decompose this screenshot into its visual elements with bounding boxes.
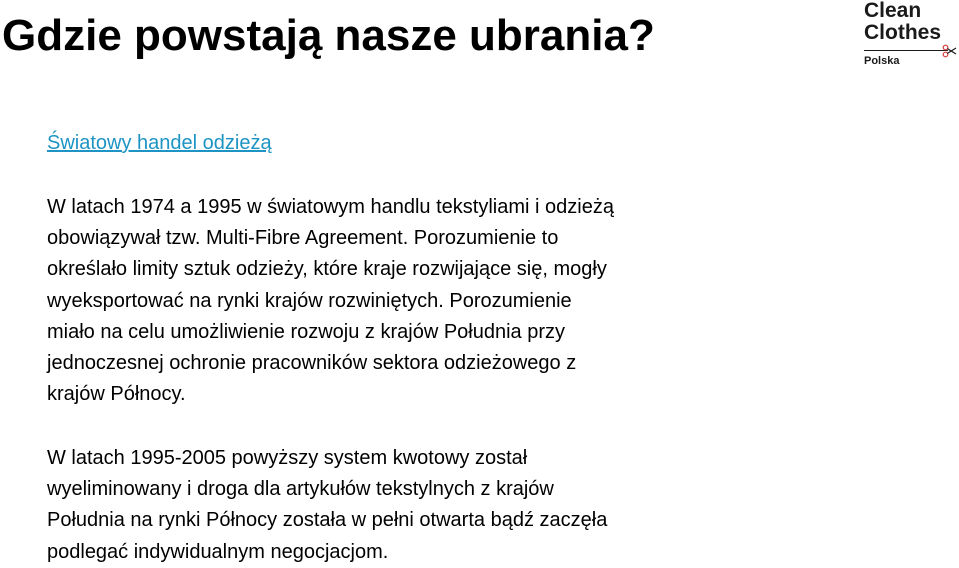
paragraph-line: określało limity sztuk odzieży, które kraje rozwijające się, mogły	[47, 258, 607, 281]
paragraph-line: Południa na rynki Północy została w pełni otwarta bądź zaczęła	[47, 509, 608, 532]
logo-line-clean: Clean	[864, 0, 922, 22]
paragraph-line: wyeliminowany i droga dla artykułów tekstylnych z krajów	[47, 478, 554, 501]
paragraph-quota-elimination	[47, 443, 607, 568]
paragraph-line: krajów Północy.	[47, 383, 186, 406]
paragraph-line: W latach 1974 a 1995 w światowym handlu tekstyliami i odzieżą	[47, 196, 614, 218]
scissors-icon	[942, 44, 957, 58]
logo-divider	[864, 50, 948, 51]
logo-subtitle: Polska	[864, 55, 900, 67]
clean-clothes-logo	[862, 0, 959, 72]
logo-line-clothes: Clothes	[864, 21, 942, 44]
paragraph-line: wyeksportować na rynki krajów rozwiniętych. Porozumienie	[47, 289, 572, 312]
paragraph-line: obowiązywał tzw. Multi-Fibre Agreement. Porozumienie to	[47, 227, 559, 250]
paragraph-line: podlegać indywidualnym negocjacjom.	[47, 540, 389, 563]
section-link-world-clothing-trade[interactable]: Światowy handel odzieżą	[47, 132, 272, 154]
paragraph-line: miało na celu umożliwienie rozwoju z krajów Południa przy	[47, 320, 566, 343]
paragraph-line: W latach 1995-2005 powyższy system kwotowy został	[47, 447, 528, 469]
paragraph-multi-fibre-agreement	[47, 192, 614, 410]
paragraph-line: jednoczesnej ochronie pracowników sektora odzieżowego z	[47, 352, 577, 375]
slide-title: Gdzie powstają nasze ubrania?	[2, 11, 655, 60]
